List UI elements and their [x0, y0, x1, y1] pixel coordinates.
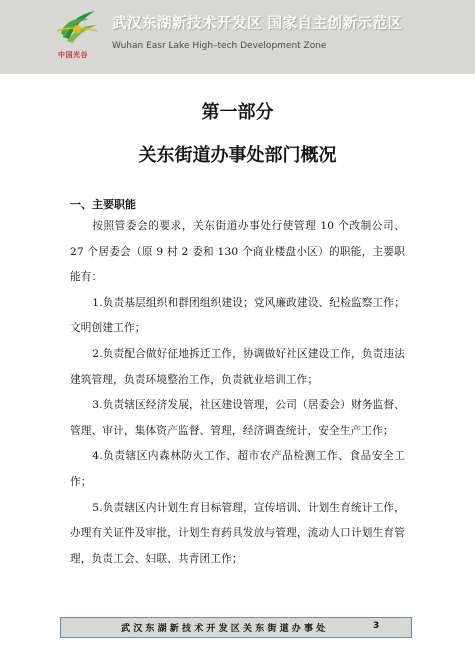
section-heading: 一、主要职能: [70, 198, 136, 211]
document-title: 关东街道办事处部门概况: [138, 145, 337, 166]
header-title: 武汉东湖新技术开发区 国家自主创新示范区: [112, 16, 403, 32]
paragraph-item-1: 1.负责基层组织和群团组织建设；党风廉政建设、纪检监察工作；文明创建工作；: [70, 296, 405, 335]
part-title: 第一部分: [201, 102, 274, 123]
page-number: 3: [373, 621, 380, 631]
optics-valley-logo-icon: [55, 7, 99, 51]
page-header: [0, 0, 475, 74]
paragraph-intro: 按照管委会的要求，关东街道办事处行使管理 10 个改制公司、27 个居委会（原 9 村 2 委和 130 个商业楼盘小区）的职能，主要职能有：: [70, 220, 405, 284]
paragraph-item-5: 5.负责辖区内计划生育目标管理，宣传培训、计划生育统计工作，办理有关证件及审批，计划生育药具发放与管理，流动人口计划生育管理，负责工会、妇联、共青团工作；: [70, 501, 405, 565]
footer-text: 武汉东湖新技术开发区关东街道办事处: [121, 624, 329, 634]
paragraph-item-4: 4.负责辖区内森林防火工作、超市农产品检测工作、食品安全工作；: [70, 450, 405, 488]
paragraph-item-3: 3.负责辖区经济发展，社区建设管理，公司（居委会）财务监督、管理、审计，集体资产监督、管理，经济调查统计，安全生产工作；: [70, 399, 405, 437]
header-subtitle: Wuhan Easr Lake High–tech Development Zone: [112, 41, 327, 51]
body-text: [70, 214, 405, 572]
paragraph-item-2: 2.负责配合做好征地拆迁工作，协调做好社区建设工作，负责违法建筑管理，负责环境整治工作，负责就业培训工作；: [70, 347, 405, 386]
page-footer: [60, 617, 412, 638]
logo-text: 中国光谷: [58, 51, 88, 59]
